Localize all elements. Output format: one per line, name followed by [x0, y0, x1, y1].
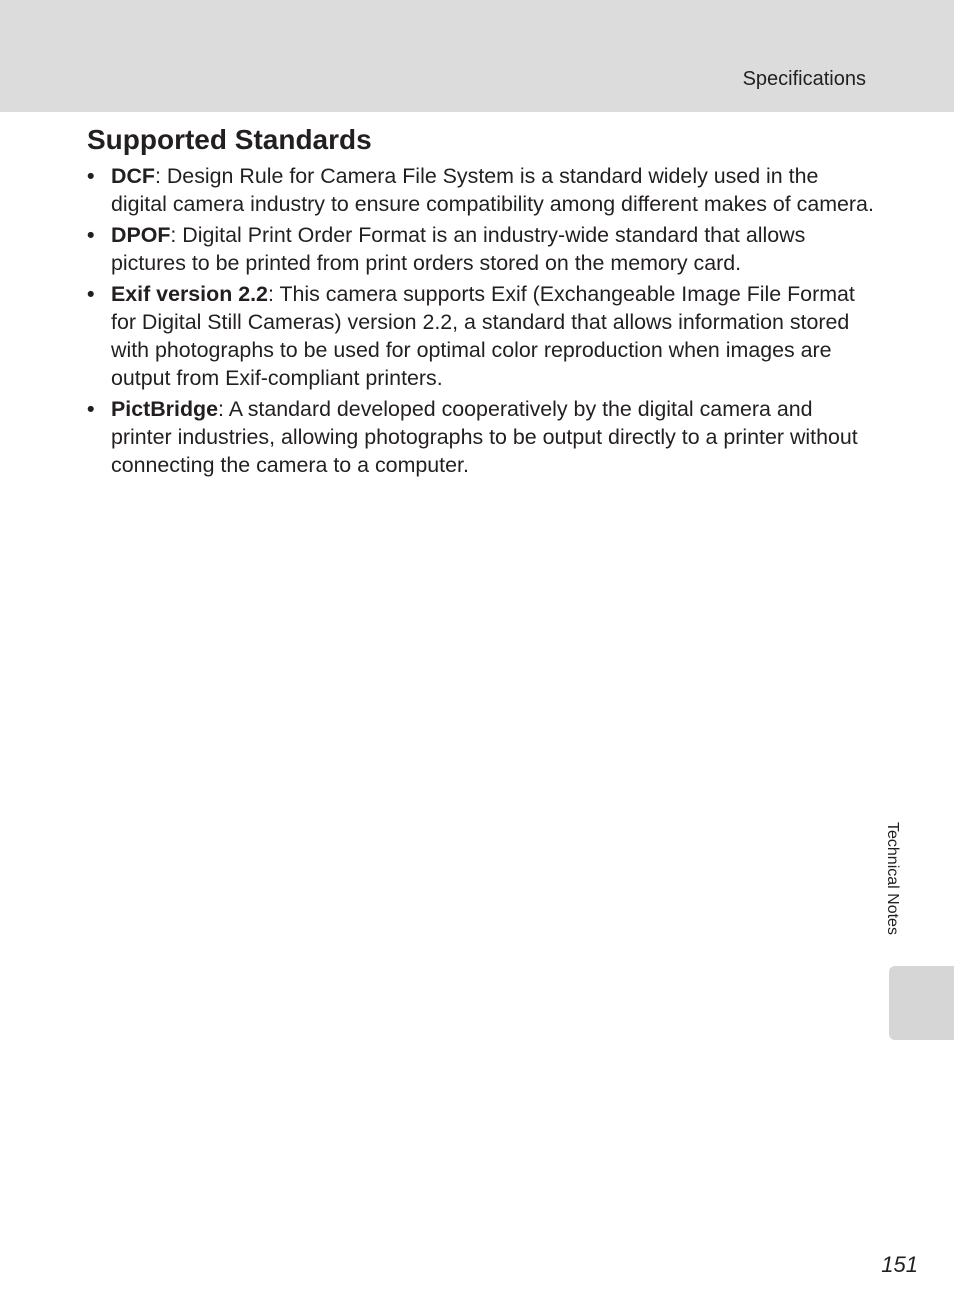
definition-dcf: : Design Rule for Camera File System is a standard widely used in the digital camera industry to ensure compatibility among different makes of camera. [111, 164, 874, 216]
list-item-dpof [87, 221, 877, 277]
section-header-label: Specifications [742, 68, 866, 90]
standards-list [87, 162, 877, 482]
bullet-icon: • [87, 164, 95, 188]
term-dpof: DPOF [111, 223, 171, 247]
term-pictbridge: PictBridge [111, 397, 218, 421]
definition-pictbridge: : A standard developed cooperatively by the digital camera and printer industries, allowing photographs to be output directly to a printer without connecting the camera to a computer. [111, 397, 858, 477]
bullet-icon: • [87, 282, 95, 306]
bullet-icon: • [87, 397, 95, 421]
list-item-pictbridge [87, 395, 877, 479]
side-tab-marker [889, 966, 954, 1040]
term-dcf: DCF [111, 164, 155, 188]
list-item-exif [87, 280, 877, 392]
side-tab-label [880, 822, 920, 952]
side-tab-text: Technical Notes [884, 822, 901, 935]
list-item-dcf [87, 162, 877, 218]
page-number: 151 [881, 1252, 918, 1277]
definition-dpof: : Digital Print Order Format is an industry-wide standard that allows pictures to be printed from print orders stored on the memory card. [111, 223, 806, 275]
page-title: Supported Standards [87, 124, 372, 155]
definition-exif: : This camera supports Exif (Exchangeable Image File Format for Digital Still Cameras) version 2.2, a standard that allows information stored with photographs to be used for optimal color reproduction when images are output from Exif-compliant printers. [111, 282, 855, 390]
term-exif: Exif version 2.2 [111, 282, 268, 306]
header-band [0, 0, 954, 112]
bullet-icon: • [87, 223, 95, 247]
